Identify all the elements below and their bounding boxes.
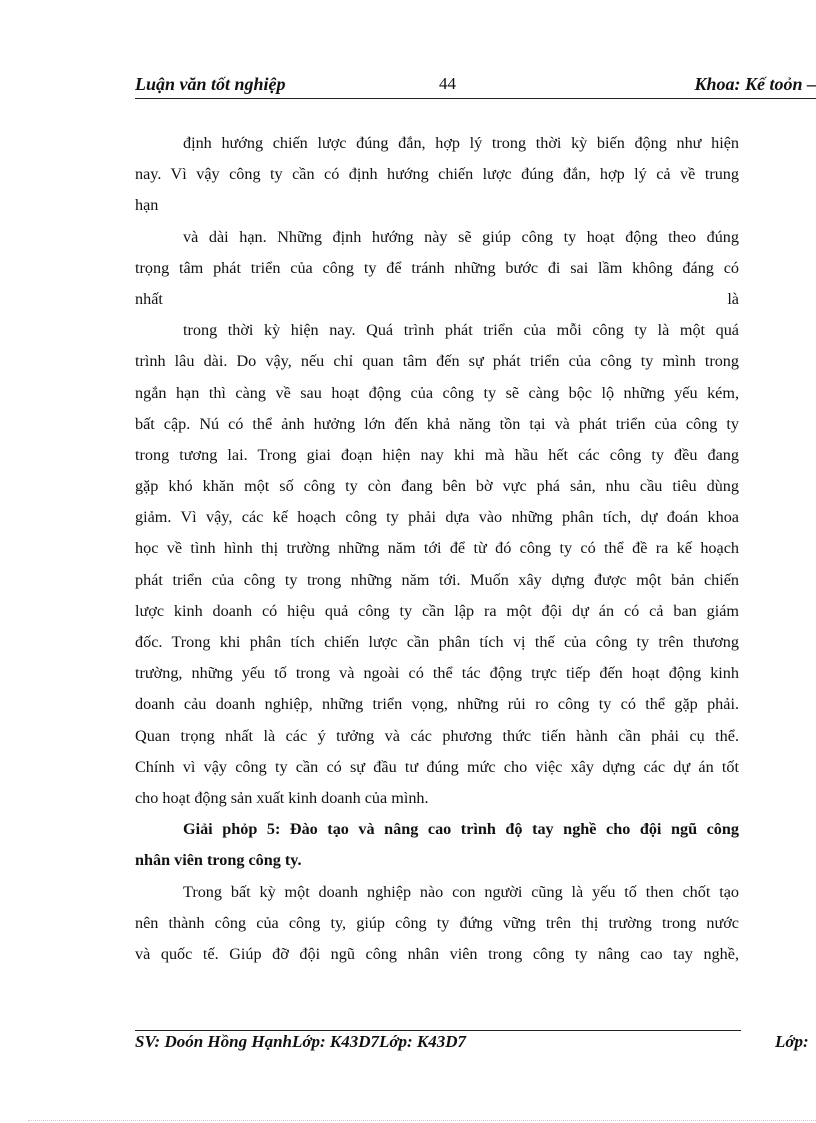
text-line: cho hoạt động sản xuất kinh doanh của mình. xyxy=(135,788,429,807)
text-line: giảm. Vì vậy, các kế hoạch công ty phải dựa vào những phân tích, dự đoán khoa xyxy=(135,508,739,527)
text-line: trình lâu dài. Do vậy, nếu chỉ quan tâm đến sự phát triển của công ty mình trong xyxy=(135,352,739,371)
text-line: Trong bất kỳ một doanh nghiệp nào con người cũng là yếu tố then chốt tạo xyxy=(183,882,739,901)
document-body xyxy=(135,128,739,970)
text-line xyxy=(135,284,739,315)
text-line: gặp khó khăn một số công ty còn đang bên bờ vực phá sản, nhu cầu tiêu dùng xyxy=(135,477,739,496)
text-line: Quan trọng nhất là các ý tưởng và các phương thức tiến hành cần phải cụ thể. xyxy=(135,726,739,745)
text-line: trong thời kỳ hiện nay. Quá trình phát triển của mỗi công ty là một quá xyxy=(183,321,739,340)
text-fragment: nhất xyxy=(135,289,163,308)
text-line: lược kinh doanh có hiệu quả công ty cần lập ra một đội dự án có cả ban giám xyxy=(135,601,739,620)
text-line: trong tương lai. Trong giai đoạn hiện nay khi mà hầu hết các công ty đều đang xyxy=(135,445,739,464)
section-heading: nhân viên trong công ty. xyxy=(135,851,302,870)
text-line: phát triển của công ty trong những năm tới. Muốn xây dựng được một bản chiến xyxy=(135,570,739,589)
section-heading: Giải phỏp 5: Đào tạo và nâng cao trình độ tay nghề cho đội ngũ công xyxy=(183,820,739,839)
footer-student: SV: Doón Hồng HạnhLớp: K43D7Lớp: K43D7 xyxy=(135,1032,467,1051)
text-line: bất cập. Nú có thể ảnh hưởng lớn đến khả năng tồn tại và phát triển của công ty xyxy=(135,414,739,433)
text-line: trọng tâm phát triển của công ty để tránh những bước đi sai lầm không đáng có xyxy=(135,258,739,277)
text-line: trường, những yếu tố trong và ngoài có thể tác động trực tiếp đến hoạt động kinh xyxy=(135,664,739,683)
text-line: nay. Vì vậy công ty cần có định hướng chiến lược đúng đắn, hợp lý cả về trung xyxy=(135,165,739,184)
header-title: Luận văn tốt nghiệp xyxy=(135,74,286,94)
text-line: hạn xyxy=(135,196,159,215)
header-faculty: Khoa: Kế toỏn – xyxy=(694,74,816,94)
text-line: đốc. Trong khi phân tích chiến lược cần phân tích vị thế của công ty trên thương xyxy=(135,633,739,651)
footer-class: Lớp: xyxy=(775,1032,809,1051)
text-line: và quốc tế. Giúp đỡ đội ngũ công nhân viên trong công ty nâng cao tay nghề, xyxy=(135,944,739,963)
footer-rule xyxy=(135,1030,741,1031)
page-number: 44 xyxy=(439,74,456,93)
text-line: doanh cảu doanh nghiệp, những triển vọng, những rủi ro công ty có thể gặp phải. xyxy=(135,695,739,714)
text-line: nên thành công của công ty, giúp công ty đứng vững trên thị trường trong nước xyxy=(135,913,739,932)
text-fragment: là xyxy=(727,289,739,308)
text-line: ngắn hạn thì càng về sau hoạt động của công ty sẽ càng bộc lộ những yếu kém, xyxy=(135,383,739,402)
text-line: Chính vì vậy công ty cần có sự đầu tư đúng mức cho việc xây dựng các dự án tốt xyxy=(135,757,739,776)
text-line: định hướng chiến lược đúng đắn, hợp lý trong thời kỳ biến động như hiện xyxy=(183,134,739,152)
page-header xyxy=(135,72,816,99)
text-line: và dài hạn. Những định hướng này sẽ giúp công ty hoạt động theo đúng xyxy=(183,227,739,246)
text-line: học về tình hình thị trường những năm tới để từ đó công ty có thể đề ra kế hoạch xyxy=(135,539,739,558)
page-edge-divider xyxy=(28,1120,816,1121)
